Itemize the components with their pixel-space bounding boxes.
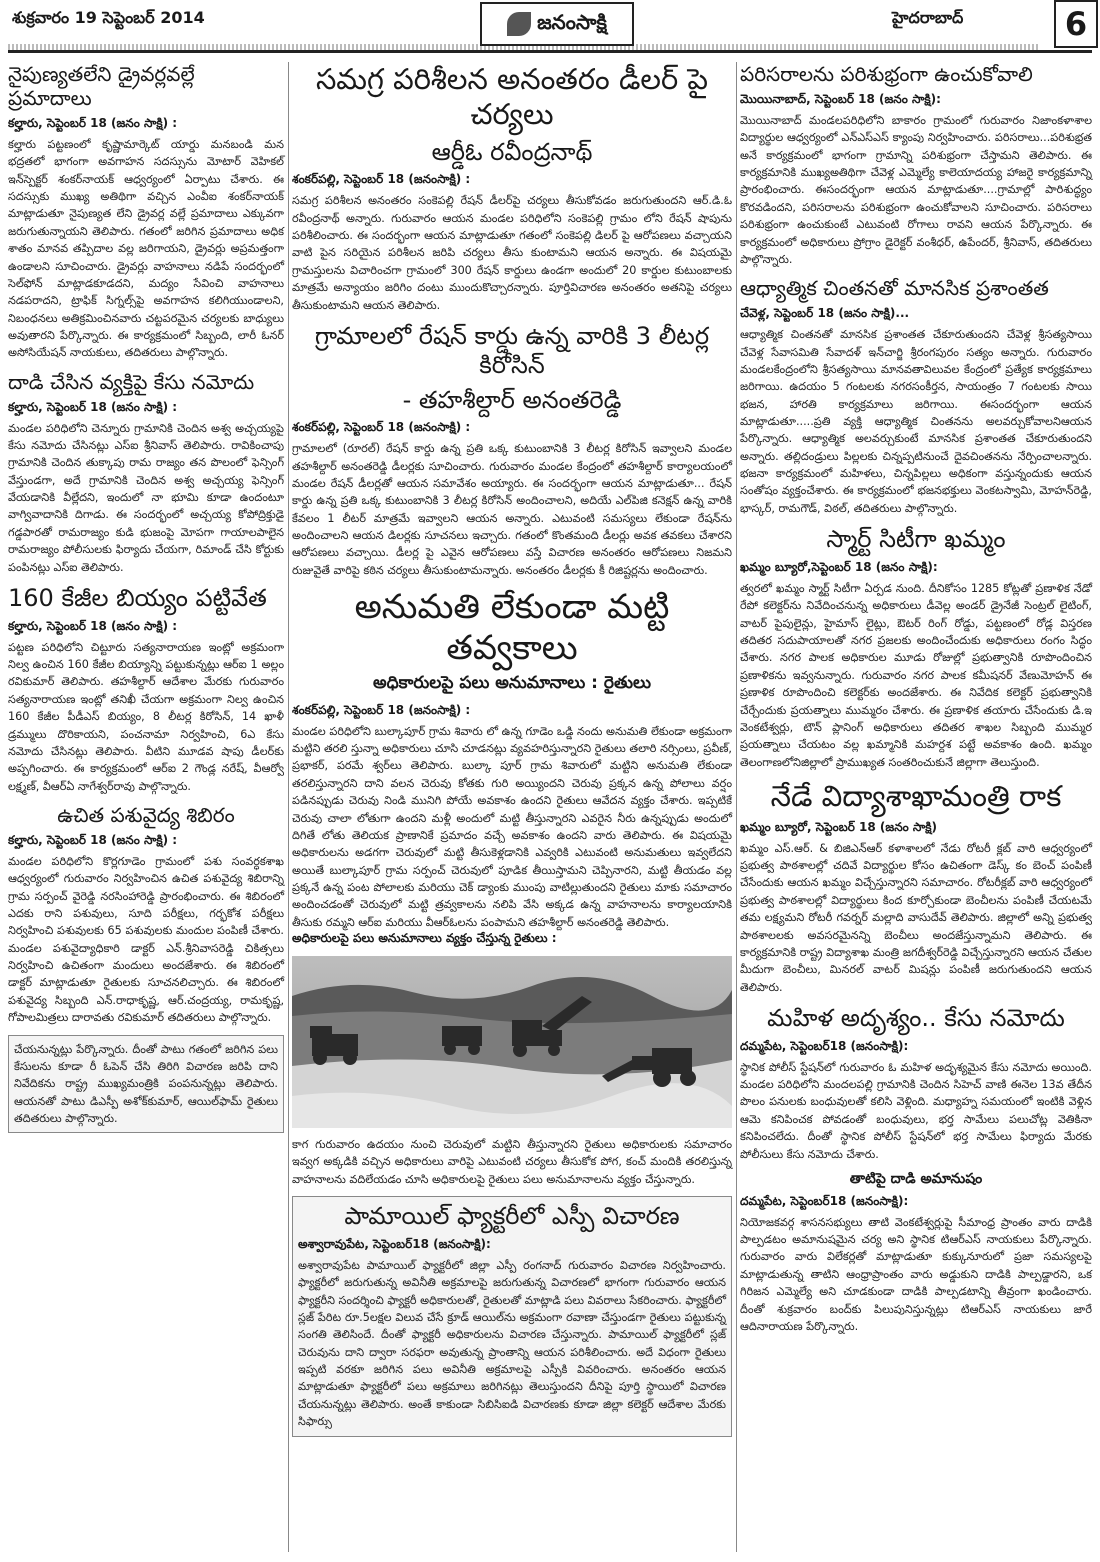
issue-date: శుక్రవారం 19 సెప్టెంబర్ 2014 <box>12 8 205 27</box>
article-dateline: ఖమ్మం బ్యూరో,సెప్టెంబర్ 18 (జనం సాక్షి): <box>740 559 938 574</box>
article-headline: 160 కేజీల బియ్యం పట్టివేత <box>8 583 267 612</box>
article-body: నియోజకవర్గ శాసనసభ్యులు తాటి వెంకటేశ్వర్లుపై సీమాంధ్ర ప్రాంతం వారు దాడికి పాల్పడటం అమానుషమైన చర్య అని స్థానిక టిఆర్ఎస్ నాయకులు పేర్కొన్నారు. గురువారం వారు విలేకర్లతో మాట్లాడుతూ కుక్కునూరులో ప్రజా సమస్యలపై మాట్లాడుతున్న తాటిని ఆంధ్రాప్రాంతం వారు అడ్డుకుని దాడికి పాల్పడ్డారని, ఒక గిరిజన ఎమ్మెల్యే అని చూడకుండా దాడికి పాల్పడటాన్ని తీవ్రంగా ఖండించారు. దీంతో శుక్రవారం బంద్‌కు పిలుపునిస్తున్నట్లు టిఆర్ఎస్ నాయకులు జారే ఆదినారాయణ పేర్కొన్నారు. <box>740 1215 1092 1333</box>
excavation-photo <box>292 956 732 1128</box>
article <box>292 1196 732 1436</box>
article-headline: ఉచిత పశువైద్య శిబిరం <box>57 802 235 827</box>
article-continuation <box>8 1035 284 1134</box>
article-headline: మహిళ అదృశ్యం.. కేసు నమోదు <box>767 1003 1065 1032</box>
article-dateline: కల్హారు, సెప్టెంబర్ 18 (జనం సాక్షి) : <box>8 832 178 847</box>
article-headline: ఆధ్యాత్మిక చింతనతో మానసిక ప్రశాంతత <box>740 276 1049 301</box>
article-subheadline: ఆర్డీఓ రవీంద్రనాథ్ <box>431 137 593 166</box>
column-middle <box>292 62 732 1445</box>
article-body: సమగ్ర పరిశీలన అనంతరం సంకెపల్లి రేషన్ డీలర్‌పై చర్యలు తీసుకోవడం జరుగుతుందని ఆర్.డి.ఓ రవీంద్రనాథ్ అన్నారు. గురువారం ఆయన మండల పరిధిలోని సంకెపల్లి గ్రామం లోని రేషన్ షాపును పరిశీలించారు. ఈ సందర్భంగా ఆయన మాట్లాడుతూ గతంలో సంకెపల్లి డిలర్ పై ఆరోపణలు వచ్చాయని వాటి పైన సరియైన పరిశీలన జరిపి చర్యలు తీసు కుంటామని ఆయన అన్నారు. ఈ విషయమై గ్రామస్తులను విచారించగా గ్రామంలో 300 రేషన్ కార్డులు ఉండగా అందులో 20 కార్డుల కుటుంబాలకు మాత్రమే అన్యాయం జరిగిం దంటు ముందుకొచ్చారన్నారు. పూర్తివిచారణ అనంతరం అతనిపై చర్యలు తీసుకుంటామని ఆయన తెలిపారు. <box>292 194 732 312</box>
article-headline: అనుమతి లేకుండా మట్టి తవ్వకాలు <box>354 587 670 668</box>
article-body: మొయినాబాద్ మండలపరిధిలోని బాకారం గ్రామంలో గురువారం నిజాంకళాశాల విద్యార్థుల ఆధ్వర్యంలో ఎన్ఎస్ఎస్ క్యాంపు నిర్వహించారు. పరిసరాలు...పరిశుభ్రత అనే కార్యక్రమంలో భాగంగా గ్రామాన్ని పరిశుభ్రంగా చేస్తామని తెలిపారు. ఈ కార్యక్రమానికి ముఖ్యఅతిథిగా చేవెళ్ల ఎమ్మెల్యే కాలెయాదయ్య హాజరై కార్యక్రమాన్ని ప్రారంభించారు. ఈసందర్భంగా ఆయన మాట్లాడుతూ....గ్రామాల్లో పారిశుద్ధ్యం కొరవడిందని, పరిసరాలను పరిశుభ్రంగా ఉంచుకోవాలని సూచించారు. పరిసరాలు పరిశుభ్రంగా ఉంచుకుంటే ఎటువంటి రోగాలు రావని ఆయన పేర్కొన్నారు. ఈ కార్యక్రమంలో అధికారులు ప్రోగ్రాం డైరెక్టర్ వంశీధర్, ఉపేందర్, శ్రీనివాస్, తదితరులు పాల్గొన్నారు. <box>740 114 1092 266</box>
leaf-icon <box>507 12 531 36</box>
article-body: మండల పరిధిలోని బుల్కాపూర్ గ్రామ శివారు లో ఉన్న గూడెం ఒడ్డి నందు అనుమతి లేకుండా అక్రమంగా మట్టిని తరలి స్తున్నా అధికారులు చూసి చూడనట్లు వ్యవహరిస్తున్నారని రైతులు తలారి నర్సింలు, ప్రవీణ్, ప్రభాకర్, పరమే శ్వర్‌లు తెలిపారు. బుల్కా పూర్ గ్రామ శివారులో మట్టిని అనుమతి లేకుండా తరలిస్తున్నారని దాని వలన చెరువు కోతకు గురి అయ్యిందని చెరువు ప్రక్కన ఉన్న పోలాలు వర్షం పడినప్పుడు చెరువు నిండి మునిగి పోయే అవకాశం ఉందని రైతులు ఆవేదన వ్యక్తం చేశారు. ఇప్పటికే చెరువు చాలా లోతుగా ఉందని మళ్లీ అందులో మట్టి తీస్తున్నారని ఎవరైన నీరు ఉన్నప్పుడు అందులో దిగితే లోతు తెలియక ప్రాణానికే ప్రమాదం వచ్చే అవకాశం ఉందని వారు తెలిపారు. ఈ విషయమై అధికారులను అడగగా చెరువులో మట్టి తీసుకెళ్లడానికి ఎవ్వరికి ఎటువంటి అనుమతులు ఇవ్వలేదని అయితే బుల్కాపూర్ గ్రామ సర్పంచ్ చెరువులో పూడిక తీయిస్తామని చెప్పినారని, మట్టి తీయడం వల్ల ప్రక్కనే ఉన్న పంట పోలాలకు మరియు చెక్ డ్యాంకు ముంపు వాటిల్లుతుందని రైతులు మాకు సమాచారం అందించడంతో చెరువులో మట్టి త్రవ్వకాలను నలిపి వేసి అక్కడ ఉన్న వాహనాలను కార్యాలయానికి తీసుకు రమ్మని ఆర్ఐ మరియు వీఆర్ఓలను పంపామని తహశీల్దార్ అనంతరెడ్డి తెలిపారు. <box>292 724 732 929</box>
article <box>8 62 284 362</box>
masthead-rule <box>8 50 1092 53</box>
article-body: మండల పరిధిలోని చెన్నూరు గ్రామానికి చెందిన అశ్వ అచ్చయ్యపై కేసు నమోదు చేసినట్లు ఎస్ఐ శ్రీనివాస్ తెలిపారు. రావికించాపు గ్రామానికి చెందిన తుక్కాపు రామ రాజ్యం తన పొలంలో ఫెన్సింగ్ వేస్తుండగా, అదే గ్రామానికి చెందిన అశ్వ అచ్చయ్య ఫెన్సింగ్ వేయడానికి వీల్లేదని, ఇందులో నా భూమి కూడా ఉందంటూ వాగ్వివాదానికి దిగాడు. ఈ సందర్భంలో అచ్చయ్య కోపోద్రిక్తుడై గడ్డపారతో రామరాజ్యం కుడి భుజంపై మోపగా గాయాలపాలైన రామరాజ్యం పోలీసులకు ఫిర్యాదు చేయగా, రిమాండ్ చేసి కోర్టుకు పంపినట్లు ఎస్ఐ తెలిపారు. <box>8 421 284 574</box>
edition-city: హైదరాబాద్ <box>892 8 964 27</box>
article <box>740 525 1092 771</box>
column-divider <box>288 62 289 1552</box>
article-dateline: కల్హారు, సెప్టెంబర్ 18 (జనం సాక్షి) : <box>8 116 178 130</box>
logo-text: జనంసాక్షి <box>537 9 607 34</box>
article-body-continued: కాగ గురువారం ఉదయం నుంచి చెరువులో మట్టిని తీస్తున్నారని రైతులు అధికారులకు సమాచారం ఇవ్వగ అక్కడికి వచ్చిన అధికారులు వారిపై ఎటువంటి చర్యలు తీసుకోక పోగ, కంచ్ మందికి తరలిస్తున్న వాహనాలను వదిలేయడం చూసి అధికారులపై రైతులు పలు అనుమానాలను వ్యక్తం చేస్తున్నారు. <box>292 1138 732 1186</box>
article-headline: పామాయిల్ ఫ్యాక్టరీలో ఎస్పీ విచారణ <box>344 1202 680 1231</box>
article-body: అశ్వారావుపేట పామాయిల్ ఫ్యాక్టరీలో జిల్లా ఎస్పీ రంగనాద్ గురువారం విచారణ నిర్వహించారు. ఫ్యాక్టరీలో జరుగుతున్న అవినీతి అక్రమాలపై జరుగుతున్న విచారణలో భాగంగా గురువారం ఆయన ఫ్యాక్టరీని సందర్శించి ఫ్యాక్టరీ అధికారులతో, రైతులతో మాట్లాడి పలు వివరాలు సేకరించారు. ఫ్యాక్టరీలో స్లజ్ పేరిట రూ.5లక్షల విలువ చేసే క్రూడ్ ఆయిల్‌ను అక్రమంగా రవాణా చేస్తుండగా రైతులు పట్టుకున్న సంగతి తెలిసిందే. దీంతో ఫ్యాక్టరీ అధికారులను విచారణ చేస్తున్నారు. పామాయిల్ ఫ్యాక్టరీలో స్లజ్ చెరువును దాని ద్వారా సరఫరా అవుతున్న ప్రాంతాన్ని ఆయన పరిశీలించారు. అదే విధంగా రైతులు ఇప్పటి వరకూ జరిగిన పలు అవినీతి అక్రమాలపై ఎస్పీకి వివరించారు. అనంతరం ఆయన మాట్లాడుతూ ఫ్యాక్టరీలో పలు అక్రమాలు జరిగినట్లు తెలుస్తుందని దీనిపై పూర్తి స్థాయిలో విచారణ చేయనున్నట్లు తెలిపారు. అంతే కాకుండా సిబిసిఐడి విచారణకు కూడా జిల్లా కలెక్టర్ ఆదేశాల మేరకు సిఫార్సు <box>298 1258 726 1429</box>
article-headline: నైపుణ్యతలేని డ్రైవర్లవల్లే ప్రమాదాలు <box>8 62 195 110</box>
article <box>8 803 284 1027</box>
article <box>740 276 1092 517</box>
page-number: 6 <box>1054 0 1098 48</box>
article <box>740 779 1092 996</box>
article-headline: దాడి చేసిన వ్యక్తిపై కేసు నమోదు <box>8 369 255 394</box>
article-subheadline: అధికారులపై పలు అనుమానాలు : రైతులు <box>373 672 651 693</box>
article <box>292 322 732 579</box>
excavation-photo-image <box>292 956 732 1128</box>
article-headline: సమగ్ర పరిశీలన అనంతరం డీలర్ పై చర్యలు <box>315 62 709 131</box>
column-divider <box>736 62 737 1552</box>
article <box>740 62 1092 268</box>
article-dateline: శంకర్‌పల్లి, సెప్టెంబర్ 18 (జనంసాక్షి) : <box>292 172 471 187</box>
article-headline: తాటిపై దాడి అమానుషం <box>849 1170 983 1187</box>
article-headline: నేడే విద్యాశాఖామంత్రి రాక <box>770 778 1062 813</box>
article-headline: పరిసరాలను పరిశుభ్రంగా ఉంచుకోవాలి <box>740 62 1033 86</box>
article-body: గ్రామాలలో (రూరల్) రేషన్ కార్డు ఉన్న ప్రతి ఒక్క కుటుంబానికి 3 లీటర్ల కిరోసిన్ ఇవ్వాలని మండల తహశీల్దార్ అనంతరెడ్డి డీలర్లకు సూచించారు. గురువారం మండల కేంద్రంలో తహశీల్దార్ కార్యాలయంలో మండల రేషన్ డీలర్లతో ఆయన సమావేశం అయ్యారు. ఈ సందర్భంగా ఆయన మాట్లాడుతూ... రేషన్ కార్డు ఉన్న ప్రతి ఒక్క కుటుంబానికి 3 లీటర్ల కిరోసిన్ అందించాలని, అదియే ఎల్‌పిజి కనెక్షన్ ఉన్న వారికి కేవలం 1 లీటర్ మాత్రమే ఇవ్వాలని ఆయన అన్నారు. ఎటువంటి సమస్యలు లేకుండా రేషన్‌ను అందించాలని ఆయన డిలర్లకు సూచనలు ఇచ్చారు. గతంలో కొంతమంది డీలర్లు అవక తవకలు చేశారని ఆరోపణలు వచ్చాయి. డీలర్ల పై ఎవైన ఆరోపణలు వస్తే విచారణ అనంతరం ఆరోపణలు నిజమని రుజువైతే వారిపై కఠిన చర్యలు తీసుకుంటామన్నారు. అనంతరం డీలర్లకు కీ రిజిష్టర్లను అందించారు. <box>292 442 732 577</box>
newspaper-logo <box>480 2 634 46</box>
article-dateline: దమ్మపేట, సెప్టెంబర్18 (జనంసాక్షి): <box>740 1193 909 1208</box>
article-dateline: చేవెళ్ల, సెప్టెంబర్ 18 (జనం సాక్షి)... <box>740 306 910 321</box>
article <box>8 584 284 795</box>
article-dateline: మొయినాబాద్, సెప్టెంబర్ 18 (జనం సాక్షి): <box>740 92 941 106</box>
column-left <box>8 62 284 1141</box>
article-dateline: ఖమ్మం బ్యూరో, సెప్టెంబర్ 18 (జనం సాక్షి) <box>740 819 937 834</box>
article-body: పట్టణ పరిధిలోని చిట్టూరు సత్యనారాయణ ఇంట్లో అక్రమంగా నిల్వ ఉంచిన 160 కేజీల బియ్యాన్ని పట్టుకున్నట్లు ఆర్ఐ 1 అల్లం రవికుమార్ తెలిపారు. తహశీల్దార్ ఆదేశాల మేరకు గురువారం సత్యనారాయణ ఇంట్లో తనిఖీ చేయగా అక్రమంగా నిల్వ ఉంచిన 160 కేజీల పీడీఎస్ బియ్యం, 8 లీటర్ల కిరోసిన్, 14 ఖాళీ డ్రమ్ములు దొరికాయని, పంచనామా నిర్వహించి, 6ఎ కేసు నమోదు చేసినట్లు తెలిపారు. వీటిని మూడవ షాపు డీలర్‌కు అప్పగించారు. ఈ కార్యక్రమంలో ఆర్ఐ 2 గౌండ్ల నరేష్, వీఆర్వో లక్ష్మణ్, వీఆర్ఏ నాగేశ్వర్‌రావు పాల్గొన్నారు. <box>8 640 284 793</box>
article-body: స్థానిక పోలీస్ స్టేషన్‌లో గురువారం ఓ మహిళ అదృశ్యమైన కేసు నమోదు అయింది. మండల పరిధిలోని మందలపల్లి గ్రామానికి చెందిన సిహెచ్ వాణి ఈనెల 13వ తేదీన పొలం పనులకు బంధువులతో కలిసి వెళ్లింది. మధ్యాహ్న సమయంలో ఇంటికి వెళ్లిన ఆమె కనిపించక పోవడంతో బంధువులు, భర్త సామేలు పలుచోట్ల వెతికినా కనిపించలేదు. దీంతో స్థానిక పోలీస్ స్టేషన్‌లో భర్త సామేలు ఫిర్యాదు మేరకు పోలీసులు కేసు నమోదు చేశారు. <box>740 1060 1092 1161</box>
article <box>292 587 732 1188</box>
masthead <box>0 0 1100 50</box>
photo-caption: అధికారులపై పలు అనుమానాలు వ్యక్తం చేస్తున్న రైతులు : <box>292 931 557 946</box>
article-dateline: దమ్మపేట, సెప్టెంబర్18 (జనంసాక్షి): <box>740 1038 909 1053</box>
article-dateline: కల్హారు, సెప్టెంబర్ 18 (జనం సాక్షి) : <box>8 399 178 414</box>
article-subheadline: - తహశీల్దార్ అనంతరెడ్డి <box>402 385 622 414</box>
article <box>292 62 732 314</box>
article-body: మండల పరిధిలోని కొర్లగూడెం గ్రామంలో పశు సంవర్ధకశాఖ ఆధ్వర్యంలో గురువారం నిర్వహించిన ఉచిత పశువైద్య శిబిరాన్ని గ్రామ సర్పంచ్ వైరెడ్డి నరసింహారెడ్డి ప్రారంభించారు. ఈ శిబిరంలో ఎదకు రాని పశువులు, సూది పరీక్షలు, గర్భకోశ పరీక్షలు నిర్వహించి పశువులకు 65 పశువులకు మందుల పంపిణీ చేశారు. మండల పశువైద్యాధికారి డాక్టర్ ఎన్.శ్రీనివాసరెడ్డి చికిత్సలు నిర్వహించి ఉచితంగా మందులు అందజేశారు. ఈ శిబిరంలో డాక్టర్ మాట్లాడుతూ రైతులకు సూచనలిచ్చారు. ఈ శిబిరంలో పశువైద్య సిబ్బంది ఎన్.రాధాకృష్ణ, ఆర్.చంద్రయ్య, రామకృష్ణ, గోపాలమిత్రలు దారావతు రవికుమార్ తదితరులు పాల్గొన్నారు. <box>8 854 284 1025</box>
article-body: ఖమ్మం ఎస్.ఆర్. & బిజిఎన్ఆర్ కళాశాలలో నేడు రోటరీ క్లబ్ వారి ఆధ్వర్యంలో ప్రభుత్వ పాఠశాలల్లో చదివే విద్యార్థుల కోసం ఉచితంగా డెస్క్ కం బెంచ్ పంపిణీ చేసేందుకు ఆయన ఖమ్మం విచ్చేస్తున్నారని సమాచారం. రోటరీక్లబ్ వారి ఆధ్వర్యంలో ప్రభుత్వ పాఠశాలల్లో విద్యార్థులు కింద కూర్చోకుండా బెంచీలను పంపిణీ చేయటమే తమ లక్ష్యమని రోటరీ గవర్నర్ మల్లాది వాసుదేవ్ తెలిపారు. జిల్లాలో అన్ని ప్రభుత్వ పాఠశాలలకు అవసరమైనన్ని బెంచీలు అందజేస్తున్నామని తెలిపారు. ఈ కార్యక్రమానికి రాష్ట్ర విద్యాశాఖ మంత్రి జగదీశ్వర్‌రెడ్డి విచ్చేస్తున్నారని ఆయన చేతుల మీదుగా బెంచీలు, మినరల్ వాటర్ మిషన్లు పంపిణీ జరుగుతుందని ఆయన తెలిపారు. <box>740 841 1092 994</box>
article-body: ఆధ్యాత్మిక చింతనతో మానసిక ప్రశాంతత చేకూరుతుందని చేవెళ్ల శ్రీసత్యసాయి చేవెళ్ల సేవాసమితి సేవాదళ్ ఇన్‌చార్జి శ్రీరంగపురం సత్యం అన్నారు. గురువారం మండలకేంద్రంలోని శ్రీసత్యసాయి మానవతావిలువల కేంద్రంలో ప్రత్యేక కార్యక్రమాలు జరిగాయి. ఉదయం 5 గంటలకు నగరసంకీర్తన, సాయంత్రం 7 గంటలకు సాయి భజన, హారతి కార్యక్రమాలు జరిగాయి. ఈసందర్భంగా ఆయన మాట్లాడుతూ.....ప్రతి వ్యక్తి ఆధ్యాత్మిక చింతనను అలవర్చుకోవాలనిఆయన పేర్కొన్నారు. ఆధ్యాత్మిక అలవర్చుకుంటే మానసిక ప్రశాంతత చేకూరుతుందని అన్నారు. తల్లిదండ్రులు పిల్లలకు చిన్నప్పటినుంచే దైవచింతనను నేర్పించాలన్నారు. భజనా కార్యక్రమంలో మహిళలు, చిన్నపిల్లలు అధికంగా వస్తున్నందుకు ఆయన సంతోషం వ్యక్తంచేశారు. ఈ కార్యక్రమంలో భజనభక్తులు వెంకటస్వామి, మోహన్‌రెడ్డి, భాస్కర్, రామగౌడ్, విఠల్, తదితరులు పాల్గొన్నారు. <box>740 328 1092 515</box>
article <box>740 1004 1092 1163</box>
article-headline: గ్రామాలలో రేషన్ కార్డు ఉన్న వారికి 3 లీటర్ల కిరోసిన్ <box>314 321 710 379</box>
article-headline: స్మార్ట్ సిటీగా ఖమ్మం <box>826 525 1006 554</box>
article-dateline: కల్హారు, సెప్టెంబర్ 18 (జనం సాక్షి) : <box>8 618 178 633</box>
article <box>740 1171 1092 1335</box>
article-dateline: అశ్వారావుపేట, సెప్టెంబర్18 (జనంసాక్షి): <box>298 1236 491 1251</box>
article-body: కల్హారు పట్టణంలో కృష్ణామార్కెట్ యార్డు మనబండి మన భద్రతలో భాగంగా అవగాహన సదస్సును మోటార్ వెహికల్ ఇన్‌స్పెక్టర్ శంకర్‌నాయక్ ఆధ్వర్యంలో ఏర్పాటు చేశారు. ఈ సదస్సుకు ముఖ్య అతిథిగా వచ్చిన ఎంవీఐ శంకర్‌నాయక్ మాట్లాడుతూ నైపుణ్యత లేని డ్రైవర్ల వల్లే ప్రమాదాలు ఎక్కువగా జరుగుతున్నాయని తెలిపారు. గతంలో జరిగిన ప్రమాదాలు అధిక శాతం మానవ తప్పిదాల వల్ల జరిగాయని, డ్రైవర్లు అప్రమత్తంగా ఉండాలని సూచించారు. డ్రైవర్లు వాహనాలు నడిపే సందర్భంలో సెల్‌ఫోన్ మాట్లాడకూడదని, మద్యం సేవించి వాహనాలు నడపరాదని, ట్రాఫిక్ సిగ్నల్స్‌పై అవగాహన కలిగియుండాలని, నిబంధనలు అతిక్రమించినవారు చట్టపరమైన చర్యలకు బాధ్యులు అవుతారని పేర్కొన్నారు. ఈ కార్యక్రమంలో సిబ్బంది, లారీ ఓనర్ అసోసియేషన్ నాయకులు, తదితరులు పాల్గొన్నారు. <box>8 138 284 360</box>
article-dateline: శంకర్‌పల్లి, సెప్టెంబర్ 18 (జనంసాక్షి) : <box>292 420 471 435</box>
article-dateline: శంకర్‌పల్లి, సెప్టెంబర్ 18 (జనంసాక్షి) : <box>292 702 471 717</box>
column-right <box>740 62 1092 1343</box>
article-body: చేయనున్నట్లు పేర్కొన్నారు. దీంతో పాటు గతంలో జరిగిన పలు కేసులను కూడా రీ ఓపెన్ చేసి తిరిగి విచారణ జరిపి దాని నివేదికను రాష్ట్ర ముఖ్యమంత్రికి పంపనున్నట్లు తెలిపారు. ఆయనతో పాటు డిఎస్పీ అశోక్‌కుమార్, ఆయిల్‌ఫామ్ రైతులు తదితరులు పాల్గొన్నారు. <box>14 1042 278 1125</box>
article <box>8 370 284 576</box>
article-body: త్వరలో ఖమ్మం స్మార్ట్ సిటీగా ఏర్పడ నుంది. దీనికోసం 1285 కోట్లతో ప్రణాళిక నేడో రేపో కలెక్టర్‌ను నివేదించనున్న అధికారులు డీవెల్ల అండర్ డ్రైనేజీ సెంట్రల్ లైటింగ్, వాటర్ పైపులైన్లు, హైమాస్ లైట్లు, ఔటర్ రింగ్ రోడ్డు, పట్టణంలో రోడ్ల విస్తరణ తదితర సదుపాయాలతో నగర ప్రజలకు అందించేందుకు అధికారులు రంగం సిద్ధం చేశారు. నగర పాలక అధికారుల మూడు రోజుల్లో ప్రభుత్వానికి రూపొందించిన ప్రణాళికను ఇవ్వనున్నారు. గురువారం నగర పాలక కమీషనర్ వేణుమోహన్ ఈ ప్రణాళిక రూపొందించి కలెక్టర్‌కు అందజేశారు. ఈ నివేదిక కలెక్టర్ ప్రభుత్వానికి చేర్చేందుకు ప్రయత్నాలు ముమ్మరం చేశారు. ఈ ప్రణాళిక తయారు చేసేందుకు డి.ఇ వెంకటేశ్వర్లు, టౌన్ ప్లానింగ్ అధికారులు తదితర శాఖల సిబ్బంది ముమ్మర ప్రయత్నాలు చేయటం వల్ల ఖమ్మానికి మహర్దశ పట్టే అవకాశం ఉంది. ఖమ్మం తెలంగాణలోనిజిల్లాలో ప్రాముఖ్యత సంతరించుకునే జిల్లాగా తెలుస్తుంది. <box>740 581 1092 769</box>
